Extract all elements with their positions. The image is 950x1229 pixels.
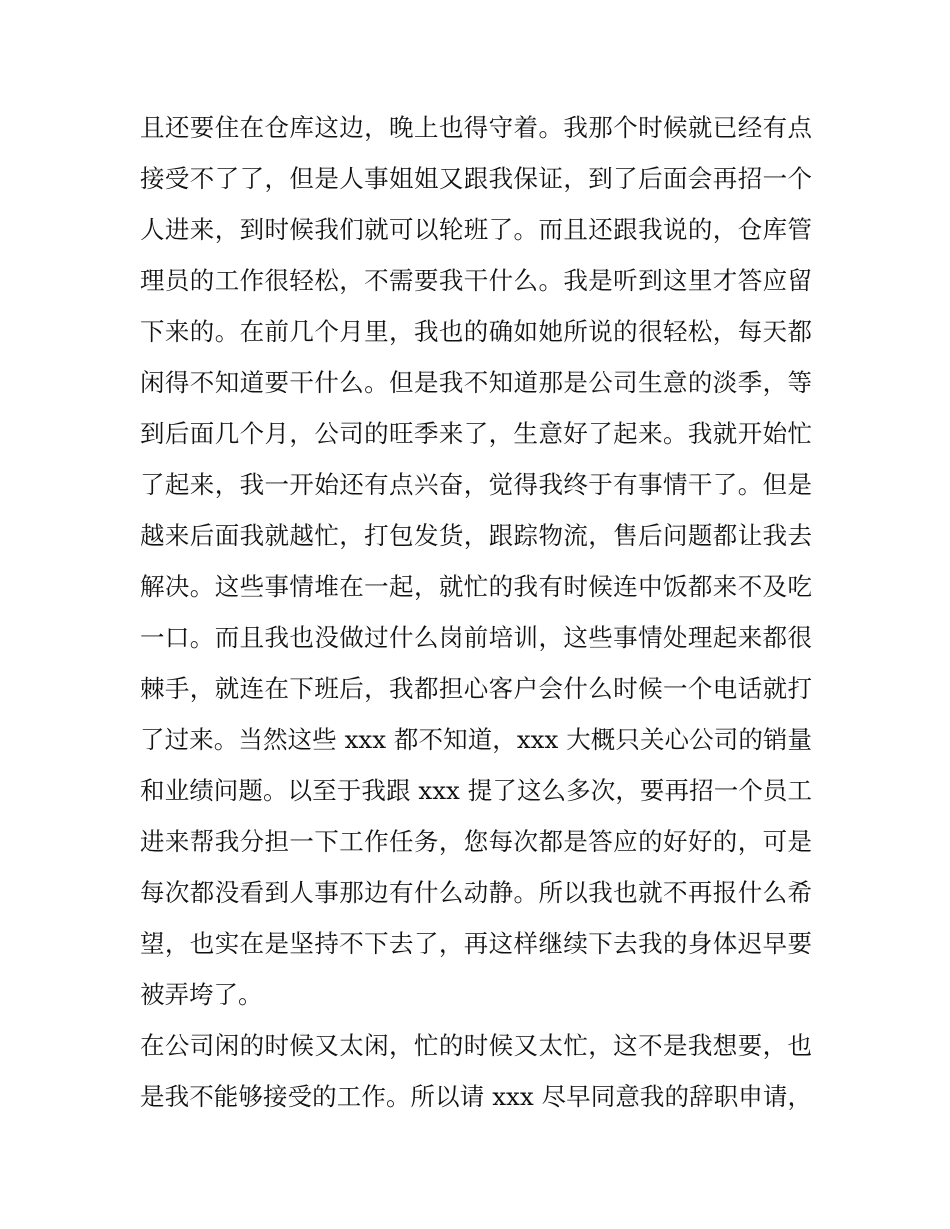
text-line: 一口。而且我也没做过什么岗前培训，这些事情处理起来都很 — [140, 623, 812, 652]
text-line: 和业绩问题。以至于我跟 xxx 提了这么多次，要再招一个员工 — [140, 776, 812, 805]
text-line: 了起来，我一开始还有点兴奋，觉得我终于有事情干了。但是 — [140, 470, 812, 499]
text-line: 下来的。在前几个月里，我也的确如她所说的很轻松，每天都 — [140, 317, 812, 346]
text-line: 棘手，就连在下班后，我都担心客户会什么时候一个电话就打 — [140, 674, 812, 703]
text-line: 接受不了了，但是人事姐姐又跟我保证，到了后面会再招一个 — [140, 164, 812, 193]
text-line: 越来后面我就越忙，打包发货，跟踪物流，售后问题都让我去 — [140, 521, 812, 550]
document-body — [140, 102, 812, 1122]
text-line: 人进来，到时候我们就可以轮班了。而且还跟我说的，仓库管 — [140, 215, 812, 244]
text-line: 了过来。当然这些 xxx 都不知道，xxx 大概只关心公司的销量 — [140, 725, 812, 754]
text-line: 被弄垮了。 — [140, 980, 263, 1009]
text-line: 理员的工作很轻松，不需要我干什么。我是听到这里才答应留 — [140, 266, 812, 295]
text-line: 闲得不知道要干什么。但是我不知道那是公司生意的淡季，等 — [140, 368, 812, 397]
text-line: 解决。这些事情堆在一起，就忙的我有时候连中饭都来不及吃 — [140, 572, 812, 601]
text-line: 在公司闲的时候又太闲，忙的时候又太忙，这不是我想要，也 — [140, 1031, 812, 1060]
text-line: 望，也实在是坚持不下去了，再这样继续下去我的身体迟早要 — [140, 929, 812, 958]
text-line: 是我不能够接受的工作。所以请 xxx 尽早同意我的辞职申请， — [140, 1082, 812, 1111]
paragraph — [140, 102, 812, 1020]
text-line: 每次都没看到人事那边有什么动静。所以我也就不再报什么希 — [140, 878, 812, 907]
text-line: 且还要住在仓库这边，晚上也得守着。我那个时候就已经有点 — [140, 113, 812, 142]
text-line: 到后面几个月，公司的旺季来了，生意好了起来。我就开始忙 — [140, 419, 812, 448]
paragraph — [140, 1020, 812, 1122]
text-line: 进来帮我分担一下工作任务，您每次都是答应的好好的，可是 — [140, 827, 812, 856]
